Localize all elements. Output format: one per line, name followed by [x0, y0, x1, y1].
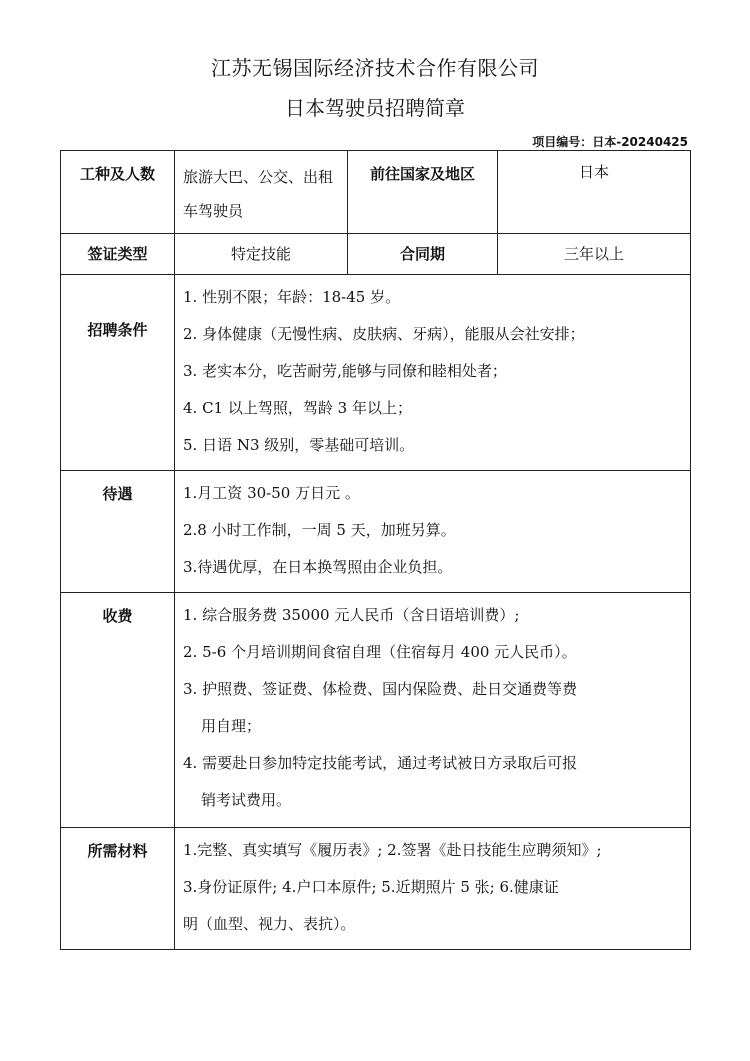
- requirement-item: 2. 身体健康（无慢性病、皮肤病、牙病），能服从会社安排；: [183, 325, 585, 343]
- fee-item-continued: 销考试费用。: [201, 791, 292, 809]
- fee-item: 1. 综合服务费 35000 元人民币（含日语培训费）;: [183, 606, 520, 624]
- country-value: 日本: [498, 151, 691, 234]
- requirement-item: 5. 日语 N3 级别，零基础可培训。: [183, 436, 415, 454]
- contract-label: 合同期: [348, 234, 498, 275]
- material-line: 1.完整、真实填写《履历表》; 2.签署《赴日技能生应聘须知》;: [183, 841, 602, 859]
- document-title: 日本驾驶员招聘简章: [285, 96, 465, 120]
- visa-label: 签证类型: [61, 234, 175, 275]
- benefit-item: 1.月工资 30-50 万日元 。: [183, 484, 360, 502]
- material-line: 明（血型、视力、表抗）。: [183, 915, 356, 933]
- row-visa: [61, 234, 691, 275]
- project-number: 项目编号：日本-20240425: [532, 135, 688, 149]
- visa-value: 特定技能: [175, 234, 348, 275]
- material-line: 3.身份证原件; 4.户口本原件; 5.近期照片 5 张; 6.健康证: [183, 878, 559, 896]
- fees-label: 收费: [61, 593, 175, 828]
- fee-item: 3. 护照费、签证费、体检费、国内保险费、赴日交通费等费: [183, 680, 578, 698]
- row-benefits: [61, 471, 691, 593]
- fee-item: 2. 5-6 个月培训期间食宿自理（住宿每月 400 元人民币）。: [183, 643, 577, 661]
- requirement-item: 1. 性别不限；年龄：18-45 岁。: [183, 288, 401, 306]
- requirement-item: 3. 老实本分，吃苦耐劳,能够与同僚和睦相处者；: [183, 362, 507, 380]
- job-value: 旅游大巴、公交、出租车驾驶员: [175, 151, 348, 234]
- row-fees: [61, 593, 691, 828]
- requirements-label: 招聘条件: [61, 275, 175, 471]
- fee-item: 4. 需要赴日参加特定技能考试，通过考试被日方录取后可报: [183, 754, 578, 772]
- company-name: 江苏无锡国际经济技术合作有限公司: [211, 56, 539, 80]
- benefit-item: 2.8 小时工作制，一周 5 天，加班另算。: [183, 521, 456, 539]
- row-job: [61, 151, 691, 234]
- row-materials: [61, 828, 691, 950]
- contract-value: 三年以上: [498, 234, 691, 275]
- benefit-item: 3.待遇优厚，在日本换驾照由企业负担。: [183, 558, 453, 576]
- fees-list: [175, 593, 691, 828]
- job-label: 工种及人数: [61, 151, 175, 234]
- materials-list: [175, 828, 691, 950]
- benefits-label: 待遇: [61, 471, 175, 593]
- fee-item-continued: 用自理；: [201, 717, 262, 735]
- requirements-list: [175, 275, 691, 471]
- materials-label: 所需材料: [61, 828, 175, 950]
- row-requirements: [61, 275, 691, 471]
- benefits-list: [175, 471, 691, 593]
- recruitment-table: [60, 150, 691, 950]
- country-label: 前往国家及地区: [348, 151, 498, 234]
- requirement-item: 4. C1 以上驾照，驾龄 3 年以上；: [183, 399, 412, 417]
